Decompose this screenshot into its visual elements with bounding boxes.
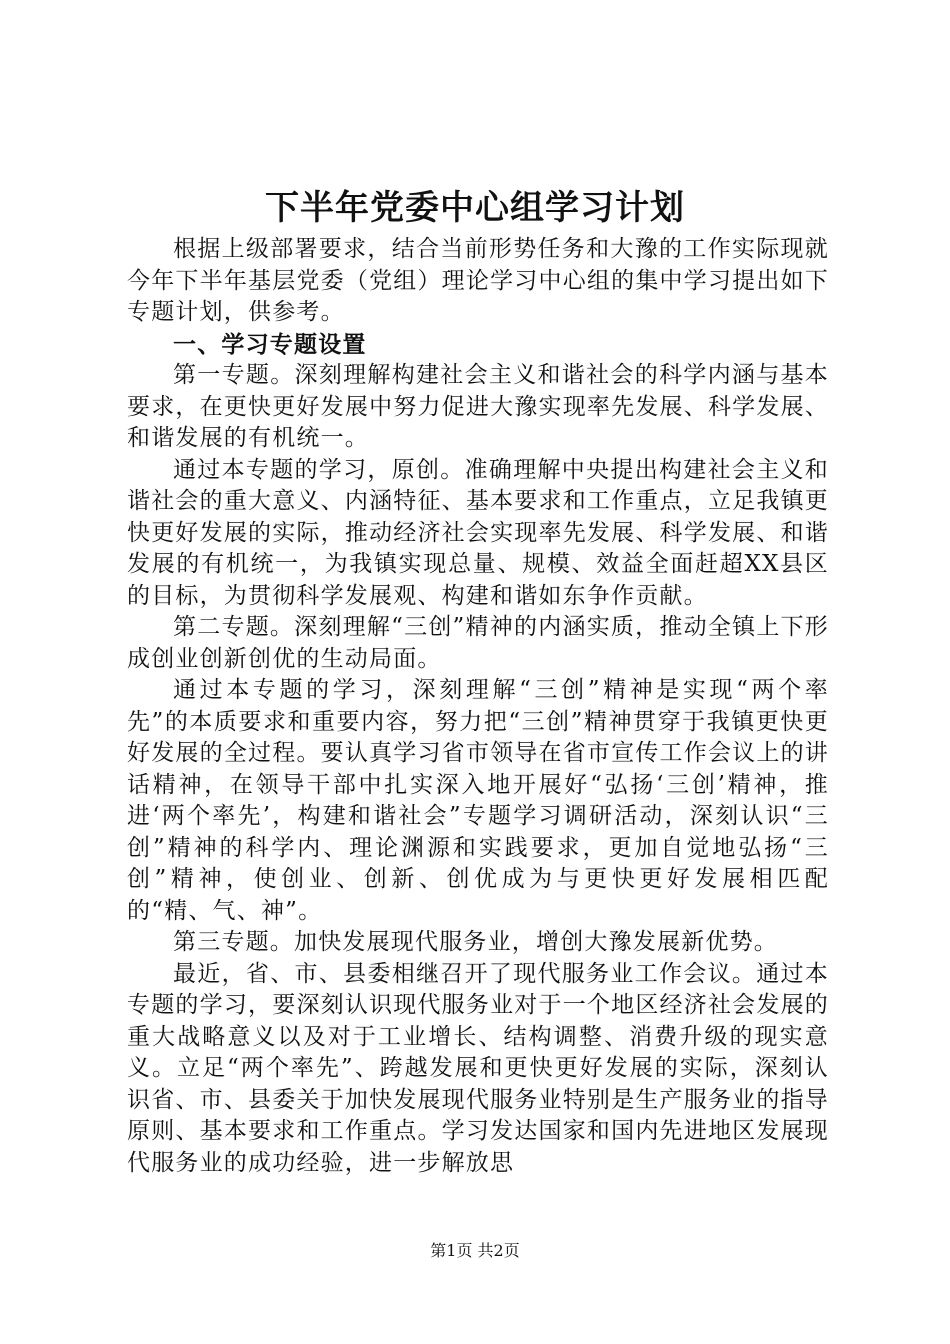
paragraph-topic-3-detail: 最近，省、市、县委相继召开了现代服务业工作会议。通过本专题的学习，要深刻认识现代服务业对于一个地区经济社会发展的重大战略意义以及对于工业增长、结构调整、消费升级的现实意义。立足“两个率先”、跨越发展和更快更好发展的实际，深刻认识省、市、县委关于加快发展现代服务业特别是生产服务业的指导原则、基本要求和工作重点。学习发达国家和国内先进地区发展现代服务业的成功经验，进一步解放思 [127, 960, 829, 1176]
document-title: 下半年党委中心组学习计划 [265, 188, 685, 228]
page-footer: 第1页 共2页 [430, 1241, 520, 1260]
paragraph-intro: 根据上级部署要求，结合当前形势任务和大豫的工作实际现就今年下半年基层党委（党组）理论学习中心组的集中学习提出如下专题计划，供参考。 [127, 236, 829, 325]
document-body [127, 234, 829, 1179]
paragraph-topic-2-detail: 通过本专题的学习，深刻理解“三创”精神是实现“两个率先”的本质要求和重要内容，努力把“三创”精神贯穿于我镇更快更好发展的全过程。要认真学习省市领导在省市宣传工作会议上的讲话精神，在领导干部中扎实深入地开展好“弘扬‘三创’精神，推进‘两个率先’，构建和谐社会”专题学习调研活动，深刻认识“三创”精神的科学内、理论渊源和实践要求，更加自觉地弘扬“三创”精神，使创业、创新、创优成为与更快更好发展相匹配的“精、气、神”。 [127, 677, 829, 924]
paragraph-topic-1-detail: 通过本专题的学习，原创。准确理解中央提出构建社会主义和谐社会的重大意义、内涵特征、基本要求和工作重点，立足我镇更快更好发展的实际，推动经济社会实现率先发展、科学发展、和谐发展的有机统一，为我镇实现总量、规模、效益全面赶超XX县区的目标，为贯彻科学发展观、构建和谐如东争作贡献。 [127, 456, 829, 609]
paragraph-topic-1: 第一专题。深刻理解构建社会主义和谐社会的科学内涵与基本要求，在更快更好发展中努力促进大豫实现率先发展、科学发展、和谐发展的有机统一。 [127, 362, 829, 451]
paragraph-topic-3: 第三专题。加快发展现代服务业，增创大豫发展新优势。 [173, 929, 778, 955]
section-heading: 一、学习专题设置 [173, 330, 367, 358]
paragraph-topic-2: 第二专题。深刻理解“三创”精神的内涵实质，推动全镇上下形成创业创新创优的生动局面。 [127, 614, 829, 672]
